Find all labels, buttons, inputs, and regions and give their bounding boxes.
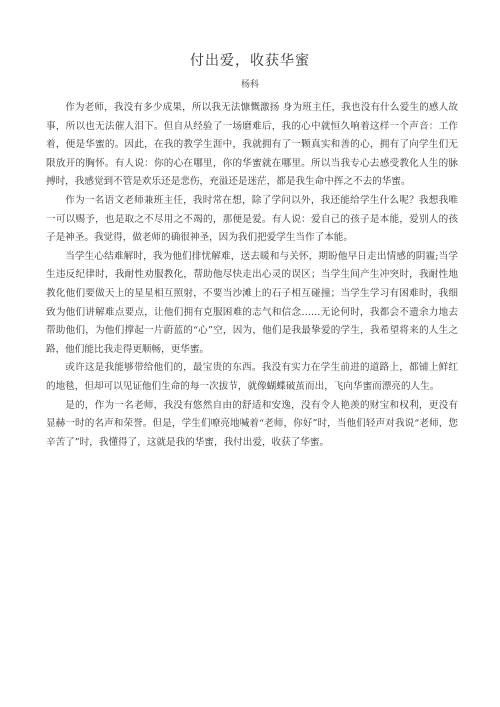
paragraph: 是的，作为一名老师，我没有悠然自由的舒适和安逸，没有令人艳羡的财宝和权利，更没有显赫一时的名声和荣誉。但是，学生们嘹亮地喊着“老师，你好”时，当他们轻声对我说“老师，您辛苦了”时，我懂得了，这就是我的华蜜，我付出爱，收获了华蜜。 xyxy=(46,399,458,448)
document-title: 付出爱，收获华蜜 xyxy=(190,53,310,69)
paragraph: 当学生心结难解时，我为他们排忧解难，送去暖和与关怀，期盼他早日走出情感的阴霾;当学生违反纪律时，我耐性劝服教化，帮助他尽快走出心灵的误区；当学生间产生冲突时，我耐性地教化他们要做天上的星星相互照射，不要当沙滩上的石子相互碰撞；当学生学习有困难时，我细致为他们讲解难点要点，让他们拥有克服困难的志气和信念……无论何时，我都会不遗余力地去帮助他们，为他们撑起一片蔚蓝的“心”空，因为，他们是我最挚爱的学生，我希望将来的人生之路，他们能比我走得更顺畅，更华蜜。 xyxy=(46,250,458,355)
paragraph: 或许这是我能够带给他们的，最宝贵的东西。我没有实力在学生前进的道路上，都铺上鲜红的地毯，但却可以见证他们生命的每一次拔节，就像蝴蝶破茧而出，飞向华蜜而漂亮的人生。 xyxy=(46,362,458,392)
document-body xyxy=(46,99,458,452)
author-name: 杨科 xyxy=(240,80,259,90)
paragraph: 作为一名语文老师兼班主任，我时常在想，除了学问以外，我还能给学生什么呢？我想我唯一可以赐予，也是取之不尽用之不竭的，那便是爱。有人说：爱自己的孩子是本能，爱别人的孩子是神圣。我觉得，做老师的确很神圣，因为我们把爱学生当作了本能。 xyxy=(46,194,458,244)
paragraph: 作为老师，我没有多少成果，所以我无法慷慨激扬 身为班主任，我也没有什么爱生的感人故事，所以也无法催人泪下。但自从经验了一场磨难后，我的心中就恒久响着这样一个声音：工作着，便是华蜜的。因此，在我的教学生涯中，我就拥有了一颗真实和善的心，拥有了向学生们无限放开的胸怀。有人说：你的心在哪里，你的华蜜就在哪里。所以当我专心去感受教化人生的脉搏时，我感觉到不管是欢乐还是悲伤，充溢还是迷茫，都是我生命中挥之不去的华蜜。 xyxy=(46,102,458,188)
